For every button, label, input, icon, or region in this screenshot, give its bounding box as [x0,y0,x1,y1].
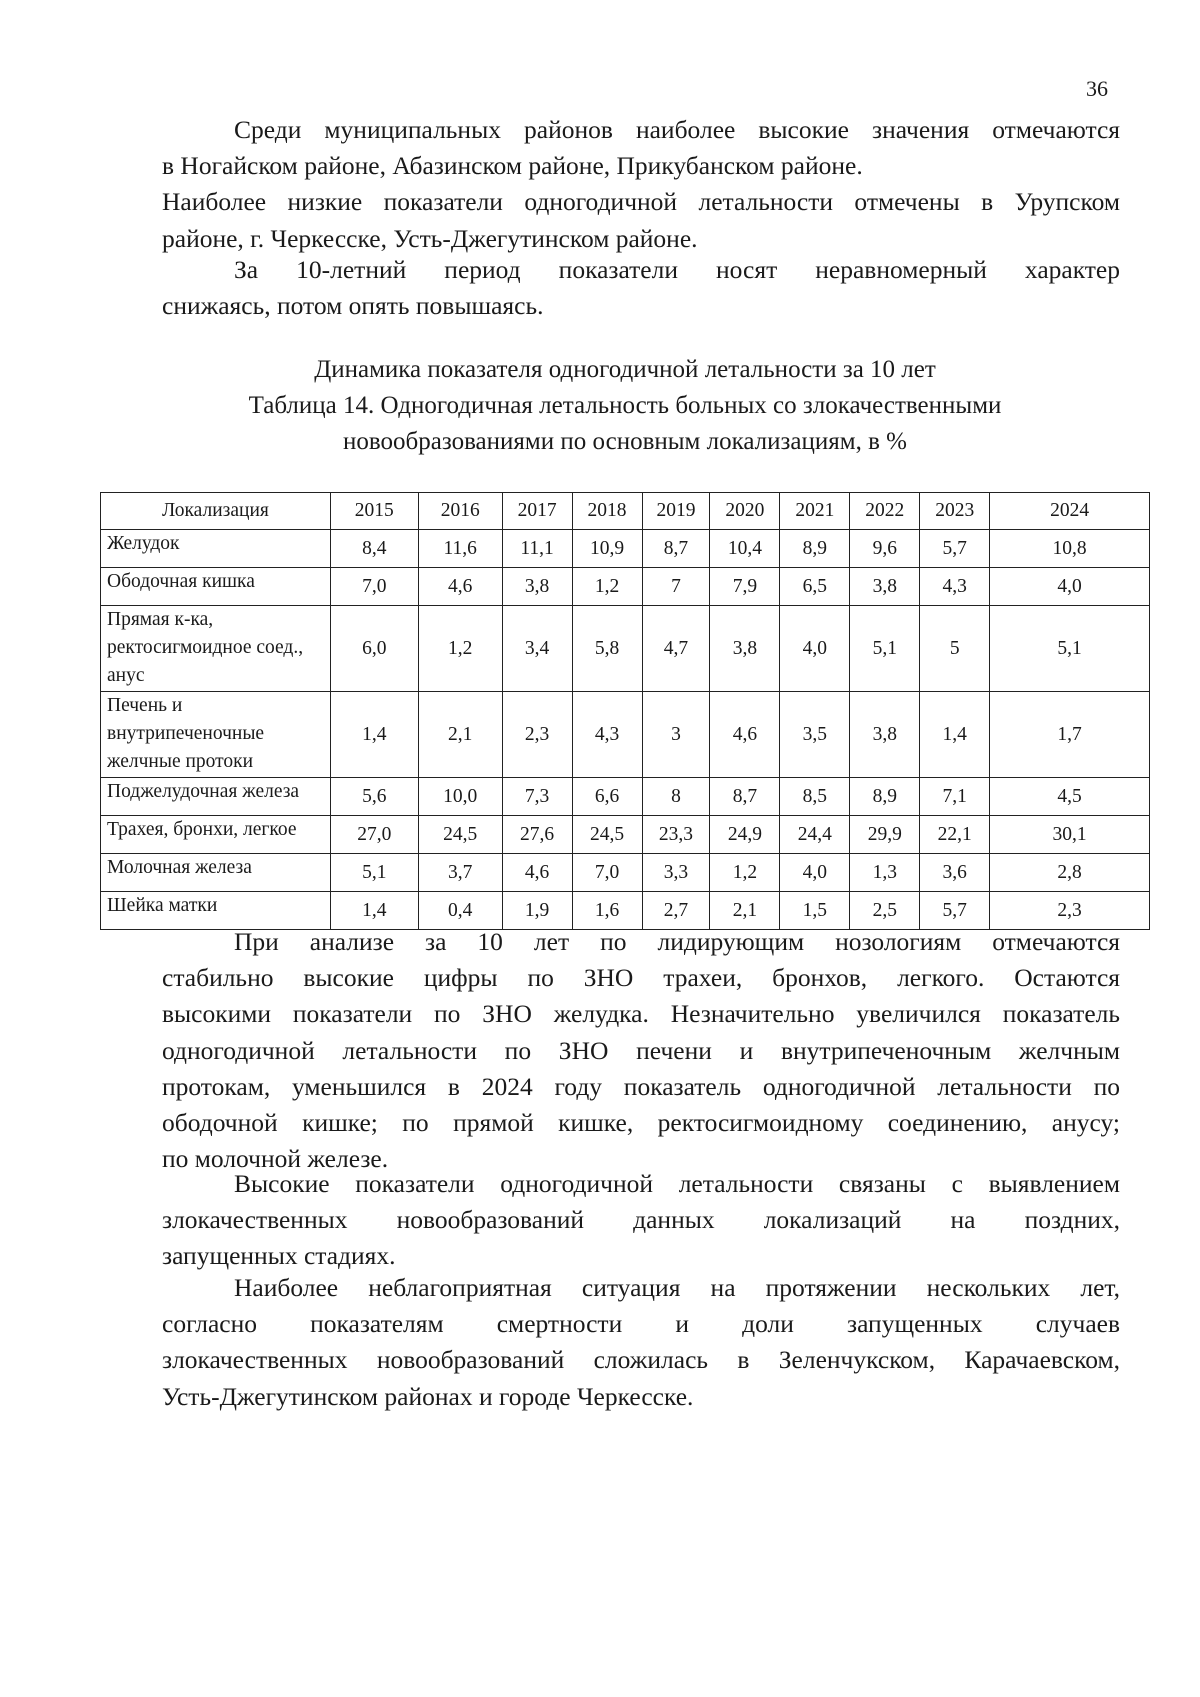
value-cell: 6,0 [330,606,418,692]
value-cell: 3,7 [418,854,502,892]
value-cell: 1,6 [572,892,642,930]
value-cell: 1,9 [502,892,572,930]
value-cell: 8,5 [780,778,850,816]
value-cell: 5,8 [572,606,642,692]
text-line: злокачественных новообразований данных локализаций на поздних, [162,1205,1120,1235]
text-line: Наиболее неблагоприятная ситуация на протяжении нескольких лет, [234,1273,1120,1302]
value-cell: 5,1 [990,606,1150,692]
localization-label: желчные протоки [107,751,254,772]
value-cell: 7 [642,568,710,606]
localization-label: Прямая к-ка, [107,609,214,630]
localization-cell [101,854,331,892]
value-cell: 4,3 [572,692,642,778]
value-cell: 3,8 [850,692,920,778]
value-cell: 23,3 [642,816,710,854]
value-cell: 5,1 [330,854,418,892]
value-cell: 1,4 [330,692,418,778]
value-cell: 29,9 [850,816,920,854]
value-cell: 27,0 [330,816,418,854]
localization-cell [101,778,331,816]
intro-paragraph-3 [162,252,1120,324]
value-cell: 30,1 [990,816,1150,854]
value-cell: 7,1 [920,778,990,816]
lethality-table [100,492,1150,930]
value-cell: 4,6 [710,692,780,778]
intro-paragraph-1 [162,112,1120,184]
localization-label: Поджелудочная железа [107,781,300,802]
column-header: Локализация [101,493,331,530]
text-line: Среди муниципальных районов наиболее высокие значения отмечаются [234,115,1120,144]
value-cell: 3,5 [780,692,850,778]
localization-cell [101,530,331,568]
value-cell: 4,0 [780,854,850,892]
table-row [101,568,1150,606]
value-cell: 24,4 [780,816,850,854]
value-cell: 6,5 [780,568,850,606]
value-cell: 8,7 [710,778,780,816]
table-caption-continued: новообразованиями по основным локализациям, в % [343,428,907,455]
value-cell: 22,1 [920,816,990,854]
value-cell: 1,4 [920,692,990,778]
text-line: согласно показателям смертности и доли запущенных случаев [162,1309,1120,1339]
value-cell: 2,1 [710,892,780,930]
column-header: 2024 [990,493,1150,530]
text-line: по молочной железе. [162,1144,389,1174]
value-cell: 27,6 [502,816,572,854]
value-cell: 5,7 [920,892,990,930]
value-cell: 2,3 [502,692,572,778]
text-line: Наиболее низкие показатели одногодичной летальности отмечены в Урупском [162,187,1120,217]
value-cell: 9,6 [850,530,920,568]
localization-cell [101,816,331,854]
text-line: Усть-Джегутинском районах и городе Черкесске. [162,1381,694,1411]
value-cell: 5,6 [330,778,418,816]
table-row [101,530,1150,568]
value-cell: 24,5 [572,816,642,854]
column-header: 2019 [642,493,710,530]
text-line: Высокие показатели одногодичной летальности связаны с выявлением [234,1169,1120,1198]
localization-label: Желудок [107,533,180,554]
value-cell: 4,3 [920,568,990,606]
localization-label: анус [107,665,145,686]
value-cell: 5,7 [920,530,990,568]
value-cell: 0,4 [418,892,502,930]
column-header: 2015 [330,493,418,530]
page-number: 36 [1086,76,1108,101]
analysis-paragraph [162,924,1120,1177]
localization-label: Печень и [107,695,183,716]
value-cell: 1,2 [572,568,642,606]
value-cell: 11,1 [502,530,572,568]
text-line: высокими показатели по ЗНО желудка. Незначительно увеличился показатель [162,999,1120,1029]
value-cell: 7,0 [330,568,418,606]
value-cell: 7,3 [502,778,572,816]
localization-label: внутрипеченочные [107,723,265,744]
value-cell: 8,9 [780,530,850,568]
localization-label: Ободочная кишка [107,571,255,592]
localization-label: Шейка матки [107,895,218,916]
table-row [101,854,1150,892]
table-caption: Таблица 14. Одногодичная летальность больных со злокачественными [248,392,1002,419]
value-cell: 10,8 [990,530,1150,568]
value-cell: 4,0 [990,568,1150,606]
value-cell: 4,0 [780,606,850,692]
column-header: 2022 [850,493,920,530]
value-cell: 4,7 [642,606,710,692]
text-line: протокам, уменьшился в 2024 году показатель одногодичной летальности по [162,1071,1120,1101]
value-cell: 24,5 [418,816,502,854]
value-cell: 1,7 [990,692,1150,778]
value-cell: 2,8 [990,854,1150,892]
value-cell: 8,7 [642,530,710,568]
text-line: одногодичной летальности по ЗНО печени и внутрипеченочным желчным [162,1035,1120,1065]
value-cell: 10,9 [572,530,642,568]
value-cell: 4,6 [502,854,572,892]
value-cell: 1,2 [710,854,780,892]
value-cell: 3,6 [920,854,990,892]
value-cell: 3,8 [850,568,920,606]
value-cell: 2,3 [990,892,1150,930]
value-cell: 3,3 [642,854,710,892]
value-cell: 5,1 [850,606,920,692]
value-cell: 10,0 [418,778,502,816]
column-header: 2016 [418,493,502,530]
table-title: Динамика показателя одногодичной летальности за 10 лет [314,356,936,383]
value-cell: 4,6 [418,568,502,606]
value-cell: 11,6 [418,530,502,568]
value-cell: 1,3 [850,854,920,892]
localization-cell [101,568,331,606]
value-cell: 3,8 [710,606,780,692]
intro-paragraph-2 [162,184,1120,256]
text-line: в Ногайском районе, Абазинском районе, Прикубанском районе. [162,151,863,181]
value-cell: 1,2 [418,606,502,692]
value-cell: 24,9 [710,816,780,854]
text-line: запущенных стадиях. [162,1241,396,1271]
table-row [101,816,1150,854]
column-header: 2020 [710,493,780,530]
value-cell: 5 [920,606,990,692]
value-cell: 2,7 [642,892,710,930]
localization-label: Молочная железа [107,857,252,878]
localization-label: Трахея, бронхи, легкое [107,819,297,840]
causes-paragraph [162,1166,1120,1275]
text-line: районе, г. Черкесске, Усть-Джегутинском районе. [162,223,698,253]
value-cell: 1,5 [780,892,850,930]
localization-cell [101,692,331,778]
column-header: 2018 [572,493,642,530]
localization-cell [101,606,331,692]
value-cell: 7,9 [710,568,780,606]
text-line: снижаясь, потом опять повышаясь. [162,291,544,321]
value-cell: 2,1 [418,692,502,778]
text-line: стабильно высокие цифры по ЗНО трахеи, бронхов, легкого. Остаются [162,963,1120,993]
value-cell: 7,0 [572,854,642,892]
table-header-row [101,493,1150,530]
value-cell: 4,5 [990,778,1150,816]
value-cell: 3 [642,692,710,778]
text-line: За 10-летний период показатели носят неравномерный характер [234,255,1120,284]
value-cell: 1,4 [330,892,418,930]
text-line: При анализе за 10 лет по лидирующим нозологиям отмечаются [234,927,1120,956]
value-cell: 8,4 [330,530,418,568]
localization-label: ректосигмоидное соед., [107,637,304,658]
text-line: ободочной кишке; по прямой кишке, ректосигмоидному соединению, анусу; [162,1108,1120,1138]
column-header: 2017 [502,493,572,530]
value-cell: 3,4 [502,606,572,692]
value-cell: 8,9 [850,778,920,816]
table-row [101,692,1150,778]
table-row [101,606,1150,692]
value-cell: 10,4 [710,530,780,568]
value-cell: 6,6 [572,778,642,816]
value-cell: 8 [642,778,710,816]
table-row [101,778,1150,816]
column-header: 2021 [780,493,850,530]
conclusion-paragraph [162,1270,1120,1415]
column-header: 2023 [920,493,990,530]
value-cell: 3,8 [502,568,572,606]
value-cell: 2,5 [850,892,920,930]
text-line: злокачественных новообразований сложилась в Зеленчукском, Карачаевском, [162,1345,1120,1375]
